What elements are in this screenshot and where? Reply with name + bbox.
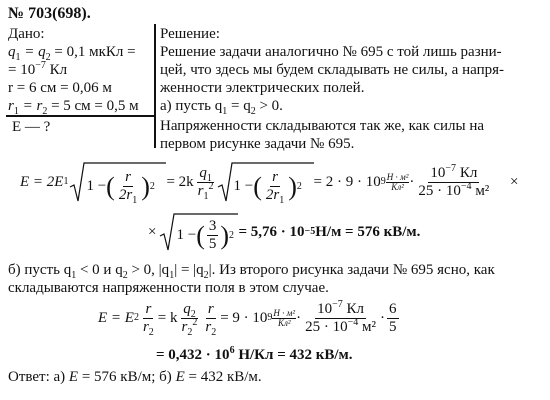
given-line-si: = $10^{-7}$ Кл <box>8 60 68 78</box>
solution-title: Решение: <box>160 26 220 42</box>
part-b-line-1: б) пусть $q_1 < 0$ и $q_2 > 0$, $|q_1| = |q_2|$. Из второго рисунка задачи № 695 ясно, как <box>8 262 495 281</box>
formula-1: E = 2E 1 1 − ( $\frac{r}{2r_1}$ ) 2 = 2k $\frac{q_1}{r_1^2}$ 1 − ( $\frac{r}{2r_1}$ ) 2 = 2 · 9 · 10 9 $\frac{\text{Н · м²}}{\text{Кл²}}$ · $\frac{10^{-7} Кл}{25 \cdot 10^{-4} м^2}$ <box>20 162 490 206</box>
formula-3: E = E 2 $\frac{r}{r_2}$ = k $\frac{q_2}{r_2^2}$ $\frac{r}{r_2}$ = 9 · 10 9 $\frac{\text{Н · м²}}{\text{Кл²}}$ · $\frac{10^{-7} Кл}{25 \cdot 10^{-4} м^2}$ · $\frac{6}{5}$ <box>98 298 397 338</box>
given-divider <box>154 24 156 148</box>
find-label: E — ? <box>12 119 51 135</box>
given-line-r: r = 6 см = 0,06 м <box>8 80 112 96</box>
formula-1-times: × <box>510 174 519 190</box>
problem-number: № 703(698). <box>8 5 91 22</box>
part-b-line-2: складываются напряженности поля в этом случае. <box>8 280 329 296</box>
given-line-r1r2: $r_1 = r_2 = 5$ см = 0,5 м <box>8 98 139 117</box>
solution-line-4: а) пусть $q_1 = q_2 > 0$. <box>160 98 283 117</box>
solution-line-3: женности электрических полей. <box>160 80 365 96</box>
sqrt-1: 1 − ( $\frac{r}{2r_1}$ ) 2 <box>70 161 166 203</box>
solution-line-5: Напряженности складываются так же, как силы на <box>160 118 485 134</box>
answer-line: Ответ: а) E = 576 кВ/м; б) E = 432 кВ/м. <box>8 369 262 385</box>
given-title: Дано: <box>8 26 45 42</box>
given-line-charges: $q_1 = q_2 = 0,1$ мкКл = <box>8 44 136 63</box>
formula-2: × 1 − ( $\frac{3}{5}$ ) 2 = 5,76 · 10 −5 Н/м = 576 кВ/м. <box>148 212 420 252</box>
formula-4: = $0,432 \cdot 10^6$ Н/Кл = 432 кВ/м. <box>156 345 353 363</box>
sqrt-2: 1 − ( $\frac{r}{2r_1}$ ) 2 <box>218 161 314 203</box>
solution-line-1: Решение задачи аналогично № 695 с той лишь разни- <box>160 44 502 60</box>
sqrt-3: 1 − ( $\frac{3}{5}$ ) 2 <box>160 212 238 252</box>
solution-line-2: цей, что здесь мы будем складывать не силы, а напря- <box>160 62 504 78</box>
solution-line-6: первом рисунке задачи № 695. <box>160 136 355 152</box>
find-rule <box>6 115 154 117</box>
